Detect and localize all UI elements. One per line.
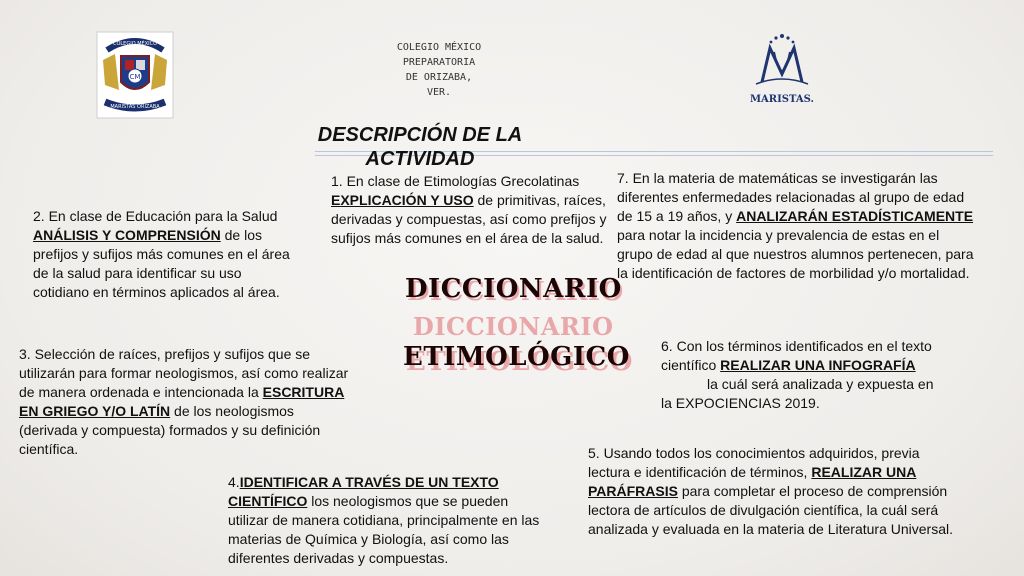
school-name-line2: PREPARATORIA [402,57,476,68]
maristas-logo [742,30,822,110]
item-text: Usando todos los conocimientos adquiridos, previa lectura e identificación de términos, [588,445,920,480]
item-number: 1. [331,173,343,189]
crest-bottom-text: MARISTAS ORIZABA [110,104,160,110]
activity-item-1 [331,172,613,248]
item-action: REALIZAR UNA INFOGRAFÍA [720,357,916,373]
item-text: En clase de Etimologías Grecolatinas [342,173,580,189]
item-text: de los prefijos y sufijos más comunes en el área de la salud para identificar su uso cotidiano en términos aplicados al área. [33,227,290,300]
item-number: 4. [228,474,240,490]
school-name-line4: VER. [426,87,452,98]
item-action: ANALIZARÁN ESTADÍSTICAMENTE [736,208,974,224]
title-line2: ACTIVIDAD [365,148,475,170]
item-text: En la materia de matemáticas se investigarán las diferentes enfermedades relacionadas al grupo de edad de 15 a 19 años, y [617,170,965,224]
item-number: 3. [19,346,31,362]
item-text: de primitivas, raíces, derivadas y compuestas, así como prefijos y sufijos más comunes en el área de la salud. [331,192,607,246]
item-action: REALIZAR UNA PARÁFRASIS [588,464,917,499]
diccionario-ghost-title: DICCIONARIO [413,312,614,341]
item-number: 5. [588,445,600,461]
diccionario-title: DICCIONARIO [405,274,622,304]
school-name [380,40,498,100]
activity-item-5 [588,444,963,539]
item-text: Con los términos identificados en el texto científico [661,338,932,373]
school-name-line3: DE ORIZABA, [405,72,473,83]
item-number: 6. [661,338,673,354]
activity-item-4 [228,473,546,568]
item-text: Selección de raíces, prefijos y sufijos que se utilizarán para formar neologismos, así como realizar de manera ordenada e intencionada la [19,346,349,400]
svg-text:CM: CM [129,73,141,81]
item-text: de los neologismos (derivada y compuesta) formados y su definición científica. [19,403,321,457]
item-text: para notar la incidencia y prevalencia de estas en el grupo de edad al que nuestros alumnos pertenecen, para la identificación de factores de morbilidad y/o mortalidad. [617,227,974,281]
activity-item-3 [19,345,349,459]
crest-top-text: COLEGIO MÉXICO [112,41,158,47]
school-name-line1: COLEGIO MÉXICO [396,42,482,53]
title-line1: DESCRIPCIÓN DE LA [317,124,523,146]
item-action: ESCRITURA EN GRIEGO Y/O LATÍN [19,384,345,419]
activity-item-6 [661,337,986,413]
item-number: 2. [33,208,45,224]
item-action: ANÁLISIS Y COMPRENSIÓN [33,227,221,243]
etimologico-title: ETIMOLÓGICO [403,342,630,372]
item-action: EXPLICACIÓN Y USO [331,192,474,208]
item-text: la EXPOCIENCIAS 2019. [661,395,820,411]
item-text: para completar el proceso de comprensión lectora de artículos de divulgación científica, la cuál será analizada y evaluada en la materia de Literatura Universal. [588,483,953,537]
colegio-mexico-crest-logo [95,30,175,120]
activity-description-title [290,123,550,171]
item-number: 7. [617,170,629,186]
activity-item-2 [33,207,298,302]
maristas-logo-text: MARISTAS. [749,94,815,105]
item-text: la cuál será analizada y expuesta en [707,376,934,392]
item-text: En clase de Educación para la Salud [44,208,278,224]
item-action: IDENTIFICAR A TRAVÉS DE UN TEXTO CIENTÍFICO [228,474,499,509]
activity-item-7 [617,169,977,283]
item-text: los neologismos que se pueden utilizar de manera cotidiana, principalmente en las materias de Química y Biología, así como las diferentes derivadas y compuestas. [228,493,540,566]
